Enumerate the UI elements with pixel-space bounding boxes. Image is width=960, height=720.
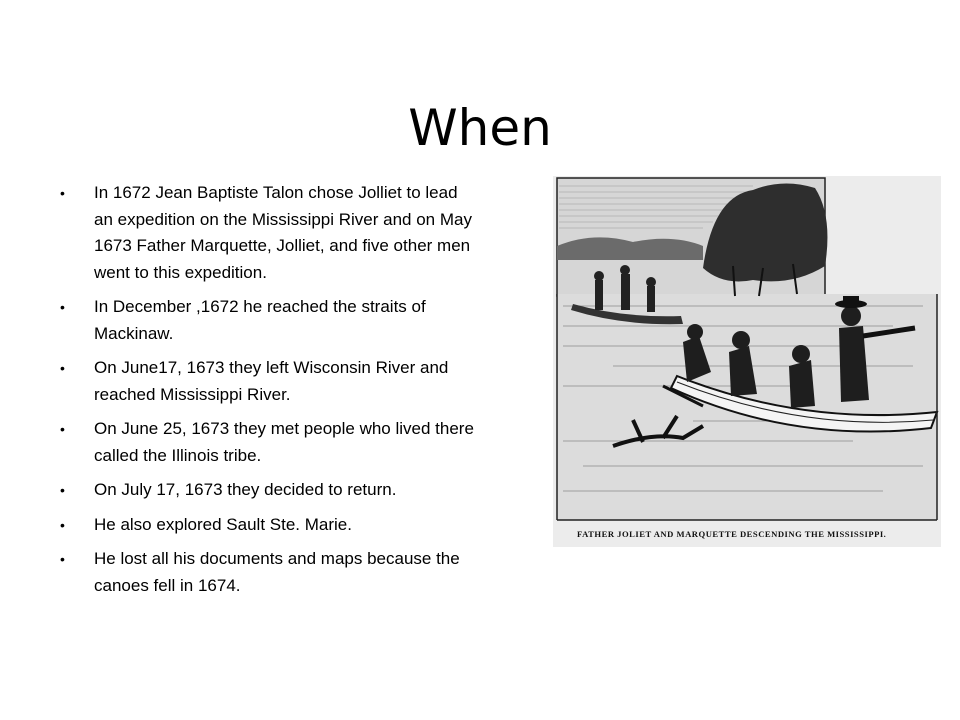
bullet-text: On June17, 1673 they left Wisconsin River and reached Mississippi River. xyxy=(94,358,449,404)
bullet-icon: • xyxy=(60,551,65,567)
list-item xyxy=(60,512,480,539)
bullet-text: In December ,1672 he reached the straits of Mackinaw. xyxy=(94,297,426,343)
bullet-icon: • xyxy=(60,421,65,437)
list-item xyxy=(60,294,480,347)
engraving-illustration xyxy=(553,176,941,547)
bullet-text: In 1672 Jean Baptiste Talon chose Jolliet to lead an expedition on the Mississippi River and on May 1673 Father Marquette, Jolliet, and five other men went to this expedition. xyxy=(94,183,472,282)
bullet-icon: • xyxy=(60,516,65,533)
bullet-text: He also explored Sault Ste. Marie. xyxy=(94,514,352,534)
canoe-engraving-art xyxy=(553,176,941,547)
bullet-icon: • xyxy=(60,360,65,376)
list-item xyxy=(60,180,480,286)
list-item xyxy=(60,477,480,504)
slide-title: When xyxy=(408,98,552,157)
bullet-icon: • xyxy=(60,299,65,315)
bullet-list xyxy=(60,180,480,607)
list-item xyxy=(60,416,480,469)
list-item xyxy=(60,546,480,599)
bullet-icon: • xyxy=(60,185,65,201)
bullet-text: He lost all his documents and maps because the canoes fell in 1674. xyxy=(94,549,460,595)
bullet-icon: • xyxy=(60,482,65,498)
list-item xyxy=(60,355,480,408)
bullet-text: On July 17, 1673 they decided to return. xyxy=(94,480,397,499)
image-caption: FATHER JOLIET AND MARQUETTE DESCENDING THE MISSISSIPPI. xyxy=(577,529,887,539)
bullet-text: On June 25, 1673 they met people who lived there called the Illinois tribe. xyxy=(94,419,474,465)
